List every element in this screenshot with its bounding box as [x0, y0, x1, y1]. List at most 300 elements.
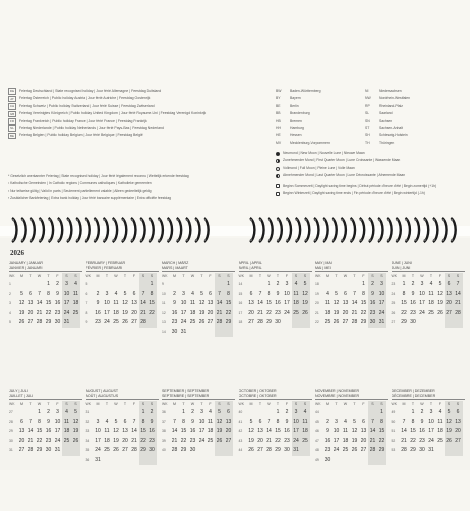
- punch-hole: [451, 219, 453, 221]
- day-cell: 30: [284, 447, 290, 453]
- state-entry: [365, 88, 446, 95]
- day-cell: 5: [215, 408, 224, 418]
- punch-hole: [250, 219, 252, 221]
- weekday-header: T: [258, 402, 262, 406]
- weekday-header: W: [190, 274, 195, 278]
- weekday-header: S: [377, 401, 386, 408]
- day-cell: 23: [189, 437, 196, 444]
- week-header: WK: [315, 274, 321, 278]
- weekday-header: T: [335, 274, 338, 278]
- day-cell: 26: [215, 437, 224, 447]
- punch-hole: [451, 239, 453, 241]
- moon-phase-legend: [276, 150, 466, 197]
- day-cell: 10: [292, 418, 301, 428]
- week-number: 37: [162, 419, 166, 424]
- day-cell: 25: [428, 309, 434, 316]
- day-cell: [188, 280, 197, 290]
- day-cell: [94, 280, 103, 290]
- day-cell: 3: [62, 280, 71, 290]
- day-cell: 30: [54, 319, 61, 325]
- punch-hole: [268, 239, 270, 241]
- day-cell: 19: [333, 309, 340, 316]
- moon-text: Vollmond | Full Moon | Pleine Lune | Volle Maan: [283, 165, 355, 170]
- weekday-header: M: [249, 274, 253, 278]
- week-number: 44: [315, 410, 319, 414]
- day-cell: 23: [324, 447, 331, 453]
- day-cell: 8: [38, 418, 41, 425]
- day-cell: 7: [132, 418, 136, 425]
- legend-row: [8, 103, 266, 110]
- weekday-header: W: [190, 402, 195, 406]
- legend-text: Feiertag Schweiz | Public holiday Switzerland | Jour férié Suisse | Feestdag Zwitserland: [19, 103, 155, 108]
- day-cell: 1: [411, 409, 415, 415]
- weekday-header: F: [362, 402, 365, 406]
- punch-hole: [85, 239, 87, 241]
- weekday-header: T: [200, 402, 203, 406]
- day-cell: 16: [95, 309, 101, 316]
- weekday-header: T: [105, 402, 109, 406]
- punch-hole: [360, 239, 362, 241]
- moon-text: Neumond | New Moon | Nouvelle Lune | Nieuwe Maan: [283, 151, 365, 155]
- day-cell: 17: [104, 309, 110, 316]
- day-cell: 10: [54, 418, 61, 425]
- punch-hole: [350, 239, 352, 241]
- day-cell: 21: [131, 437, 137, 444]
- day-cell: 15: [148, 299, 157, 309]
- day-cell: 14: [27, 428, 34, 434]
- day-cell: [103, 408, 112, 418]
- weekday-header: S: [62, 401, 71, 408]
- month-name: MARCH | MÄRZ MARS | MAART: [162, 261, 235, 272]
- day-cell: [256, 408, 265, 418]
- day-cell: 13: [122, 428, 128, 434]
- punch-hole: [396, 219, 398, 221]
- weekday-header: S: [301, 401, 310, 408]
- punch-hole: [378, 219, 380, 221]
- weekday-header: T: [182, 274, 185, 278]
- day-cell: 28: [27, 447, 34, 453]
- day-cell: 10: [198, 418, 205, 425]
- day-cell: 11: [62, 418, 71, 428]
- punch-hole: [30, 239, 32, 241]
- day-cell: [26, 408, 35, 418]
- weekday-header: T: [123, 402, 127, 406]
- week-number: 44: [238, 448, 243, 452]
- day-cell: 30: [275, 319, 281, 325]
- state-code: BY: [276, 96, 281, 101]
- legend-row: [8, 88, 266, 95]
- day-cell: 9: [173, 300, 176, 306]
- day-cell: 10: [284, 290, 290, 297]
- day-cell: 19: [122, 309, 128, 316]
- week-number: 26: [391, 310, 396, 315]
- day-cell: [206, 328, 215, 338]
- day-cell: [179, 280, 188, 290]
- country-code-box: NL: [8, 125, 16, 132]
- day-cell: 17: [62, 299, 71, 309]
- spiral-binding: [0, 212, 470, 248]
- week-number: 38: [162, 429, 166, 433]
- week-number: 6: [85, 291, 88, 296]
- day-cell: [170, 408, 179, 418]
- weekday-header: F: [209, 402, 212, 406]
- day-cell: 23: [368, 309, 377, 319]
- day-cell: 30: [189, 447, 196, 453]
- day-cell: 5: [114, 418, 118, 425]
- day-cell: 6: [445, 280, 454, 290]
- day-cell: 23: [54, 309, 61, 316]
- state-name: Baden-Württemberg: [290, 89, 321, 93]
- punch-hole: [167, 239, 169, 241]
- day-cell: 2: [411, 281, 415, 287]
- day-cell: 10: [180, 300, 187, 306]
- week-number: 27: [391, 320, 396, 324]
- day-cell: 12: [333, 300, 340, 306]
- day-cell: 8: [267, 290, 271, 297]
- state-name: Thüringen: [379, 140, 395, 145]
- day-cell: 6: [20, 418, 23, 425]
- day-cell: [224, 446, 233, 456]
- day-cell: 15: [36, 428, 43, 434]
- day-cell: 4: [191, 290, 194, 297]
- week-number: 35: [85, 448, 90, 452]
- day-cell: 28: [368, 446, 377, 456]
- week-number: 40: [238, 410, 243, 414]
- day-cell: 20: [360, 437, 367, 444]
- day-cell: 29: [266, 319, 272, 325]
- day-cell: 26: [301, 309, 310, 319]
- day-cell: 2: [173, 290, 176, 297]
- day-cell: [445, 446, 454, 456]
- day-cell: 4: [62, 408, 71, 418]
- punch-hole: [332, 219, 334, 221]
- day-cell: 12: [113, 428, 119, 434]
- state-name: Bayern: [290, 96, 301, 101]
- day-cell: 18: [71, 299, 80, 309]
- month-block: [315, 261, 388, 383]
- weekday-header: F: [438, 274, 442, 278]
- day-cell: 1: [182, 409, 185, 415]
- day-cell: 27: [207, 319, 214, 325]
- month-name: APRIL | APRIL AVRIL | APRIL: [239, 261, 312, 272]
- week-number: 48: [315, 448, 319, 452]
- weekday-header: T: [353, 274, 356, 278]
- punch-hole: [350, 219, 352, 221]
- punch-hole: [122, 219, 124, 221]
- country-code-box: BE: [9, 133, 14, 138]
- week-number: 5: [9, 320, 11, 324]
- day-cell: 3: [182, 290, 185, 297]
- day-cell: 8: [377, 418, 386, 428]
- state-code: ST: [365, 126, 370, 131]
- legend-row: [8, 110, 266, 117]
- weekday-header: M: [173, 402, 176, 406]
- punch-hole: [314, 219, 316, 221]
- punch-hole: [405, 219, 407, 221]
- punch-hole: [433, 219, 435, 221]
- day-cell: 3: [420, 281, 424, 287]
- day-cell: 3: [335, 418, 338, 425]
- day-cell: 23: [284, 437, 290, 444]
- weekday-header: S: [377, 273, 386, 280]
- day-cell: 16: [368, 299, 377, 309]
- day-cell: 28: [139, 318, 148, 328]
- holiday-notes: [8, 173, 266, 203]
- day-cell: 10: [95, 428, 101, 434]
- day-cell: 21: [27, 437, 34, 444]
- holiday-legend: [8, 88, 266, 140]
- day-cell: 12: [437, 290, 443, 297]
- note-line: ³ Zusätzlicher Bankfeiertag | Extra bank holiday | Jour férié bancaire supplémentaire | Extra officiële feestdag: [8, 196, 171, 201]
- day-cell: 28: [171, 447, 178, 453]
- moon-entry: [276, 172, 466, 179]
- day-cell: [215, 446, 224, 456]
- weekday-header: M: [20, 274, 23, 278]
- week-number: 18: [315, 282, 319, 286]
- state-code: MV: [276, 140, 282, 145]
- day-cell: 30: [171, 328, 178, 335]
- punch-hole: [332, 239, 334, 241]
- day-cell: [71, 446, 80, 456]
- day-cell: [197, 446, 206, 456]
- punch-hole: [433, 239, 435, 241]
- day-cell: 21: [368, 437, 377, 447]
- day-cell: [436, 446, 445, 456]
- day-cell: 9: [56, 290, 59, 297]
- day-cell: 18: [324, 309, 331, 316]
- day-cell: 26: [445, 437, 454, 447]
- day-cell: [283, 318, 292, 328]
- day-cell: 24: [180, 319, 187, 325]
- weekday-header: S: [368, 273, 377, 280]
- week-number: 30: [9, 438, 13, 443]
- day-cell: 28: [266, 447, 272, 453]
- day-cell: 24: [104, 319, 110, 325]
- weekday-header: F: [362, 274, 365, 278]
- week-header: WK: [391, 274, 397, 278]
- weekday-header: T: [335, 402, 338, 406]
- day-cell: 24: [284, 309, 290, 316]
- weekday-header: M: [20, 402, 23, 406]
- day-cell: 6: [224, 408, 233, 418]
- punch-hole: [195, 219, 197, 221]
- weekday-header: W: [343, 274, 348, 278]
- day-cell: [359, 408, 368, 418]
- day-cell: [71, 318, 80, 328]
- day-cell: 9: [326, 428, 329, 434]
- day-cell: [368, 408, 377, 418]
- week-number: 7: [85, 301, 88, 305]
- day-cell: 20: [131, 309, 137, 316]
- weekday-header: S: [148, 273, 157, 280]
- weekday-header: T: [429, 274, 433, 278]
- week-number: 8: [85, 310, 88, 315]
- month-name: MAY | MAI MAI | MEI: [315, 261, 388, 272]
- moon-entry: [276, 157, 466, 164]
- day-cell: 12: [18, 300, 25, 306]
- punch-hole: [131, 219, 133, 221]
- day-cell: 8: [139, 418, 148, 428]
- state-name: Schleswig-Holstein: [379, 133, 408, 138]
- state-entry: [365, 118, 446, 125]
- weekday-header: T: [258, 274, 262, 278]
- month-name: DECEMBER | DEZEMBER DÉCEMBRE | DECEMBER: [392, 389, 465, 400]
- weekday-header: S: [454, 401, 463, 408]
- day-cell: 19: [71, 427, 80, 437]
- day-cell: 27: [131, 319, 137, 325]
- week-number: 12: [162, 310, 166, 315]
- week-number: 14: [238, 282, 243, 286]
- month-block: [162, 261, 235, 383]
- weekday-header: S: [71, 273, 80, 280]
- day-cell: 12: [445, 418, 454, 428]
- weekday-header: M: [402, 274, 406, 278]
- day-cell: 22: [266, 309, 272, 316]
- state-code: NW: [365, 96, 371, 101]
- day-cell: 14: [454, 290, 463, 300]
- day-cell: 17: [198, 428, 205, 434]
- state-code: SN: [365, 118, 370, 123]
- day-cell: 21: [36, 309, 43, 316]
- day-cell: 4: [292, 280, 301, 290]
- day-cell: 31: [428, 447, 434, 453]
- punch-hole: [94, 239, 96, 241]
- weekday-header: T: [429, 402, 433, 406]
- day-cell: 13: [454, 418, 463, 428]
- state-entry: [276, 132, 357, 139]
- day-cell: 21: [171, 437, 178, 444]
- punch-hole: [405, 239, 407, 241]
- day-cell: [139, 456, 148, 466]
- month-name: JANUARY | JANUAR JANVIER | JANUARI: [9, 261, 82, 272]
- punch-hole: [415, 219, 417, 221]
- punch-hole: [131, 239, 133, 241]
- state-entry: [365, 110, 446, 117]
- day-cell: 20: [122, 437, 128, 444]
- day-cell: 15: [401, 300, 407, 306]
- day-cell: 29: [139, 446, 148, 456]
- state-entry: [365, 125, 446, 132]
- day-cell: [341, 280, 350, 290]
- state-entry: [276, 140, 357, 147]
- weekday-header: F: [132, 402, 136, 406]
- day-cell: 12: [351, 428, 358, 434]
- day-cell: 4: [71, 280, 80, 290]
- day-cell: 3: [200, 409, 203, 415]
- day-cell: 14: [131, 428, 137, 434]
- month-block: [392, 261, 465, 383]
- day-cell: 31: [54, 447, 61, 453]
- day-cell: [436, 318, 445, 328]
- day-cell: [400, 408, 409, 418]
- day-cell: 25: [104, 447, 110, 453]
- legend-text: Feiertag Frankreich | Public holiday France | Jour férié France | Feestdag Frankrijk: [19, 118, 147, 123]
- day-cell: [130, 280, 139, 290]
- day-cell: 19: [248, 437, 254, 444]
- punch-hole: [149, 239, 151, 241]
- day-cell: 19: [445, 427, 454, 437]
- day-cell: 11: [292, 290, 301, 300]
- day-cell: [112, 280, 121, 290]
- day-cell: [17, 280, 26, 290]
- punch-hole: [415, 239, 417, 241]
- day-cell: [112, 456, 121, 466]
- day-cell: 14: [257, 300, 263, 306]
- day-cell: 29: [275, 447, 281, 453]
- day-cell: 20: [454, 427, 463, 437]
- note-line: ¹ Katholische Gemeinden | In Catholic regions | Communes catholiques | Katholieke gemeenten: [8, 181, 152, 186]
- day-cell: 10: [377, 290, 386, 300]
- state-entry: [276, 88, 357, 95]
- first-moon-icon: [276, 159, 280, 163]
- week-number: 18: [238, 320, 243, 324]
- punch-hole: [314, 239, 316, 241]
- day-cell: 13: [342, 300, 349, 306]
- month-name: FEBRUARY | FEBRUAR FÉVRIER | FEBRUARI: [86, 261, 159, 272]
- day-cell: 15: [180, 428, 187, 434]
- day-cell: 1: [267, 281, 271, 287]
- week-header: WK: [9, 402, 15, 406]
- year-label: 2026: [10, 249, 24, 257]
- day-cell: 29: [224, 318, 233, 328]
- day-cell: 9: [411, 290, 415, 297]
- day-cell: 29: [401, 319, 407, 325]
- weekday-header: S: [215, 401, 224, 408]
- state-entry: [365, 95, 446, 102]
- day-cell: 11: [342, 428, 349, 434]
- day-cell: 28: [401, 447, 407, 453]
- last-moon-icon: [276, 174, 280, 178]
- punch-hole: [140, 239, 142, 241]
- punch-hole: [67, 239, 69, 241]
- day-cell: 13: [445, 290, 454, 300]
- weekday-header: S: [368, 401, 377, 408]
- day-cell: [130, 456, 139, 466]
- week-header: WK: [162, 402, 168, 406]
- week-number: 5: [85, 282, 88, 286]
- punch-hole: [286, 239, 288, 241]
- day-cell: 28: [131, 447, 137, 453]
- punch-hole: [323, 219, 325, 221]
- day-cell: 15: [360, 300, 367, 306]
- month-block: [239, 389, 312, 511]
- moon-entry: [276, 183, 466, 190]
- weekday-header: S: [148, 401, 157, 408]
- month-block: [392, 389, 465, 511]
- day-cell: [62, 446, 71, 456]
- day-cell: 28: [454, 309, 463, 319]
- day-cell: 26: [198, 319, 205, 325]
- day-cell: 27: [257, 447, 263, 453]
- day-cell: 9: [148, 418, 157, 428]
- state-code: SL: [365, 111, 370, 116]
- week-header: WK: [85, 402, 91, 406]
- moon-entry: [276, 190, 466, 197]
- day-cell: 2: [191, 409, 194, 415]
- weekday-header: T: [47, 274, 50, 278]
- day-cell: 2: [276, 281, 280, 287]
- month-grid: [392, 401, 465, 456]
- punch-hole: [305, 239, 307, 241]
- day-cell: 30: [368, 318, 377, 328]
- week-number: 31: [9, 448, 13, 452]
- week-number: 9: [85, 320, 88, 324]
- week-header: WK: [162, 274, 168, 278]
- day-cell: [26, 280, 35, 290]
- day-cell: 29: [360, 319, 367, 325]
- week-number: 13: [162, 320, 166, 324]
- day-cell: 7: [258, 290, 262, 297]
